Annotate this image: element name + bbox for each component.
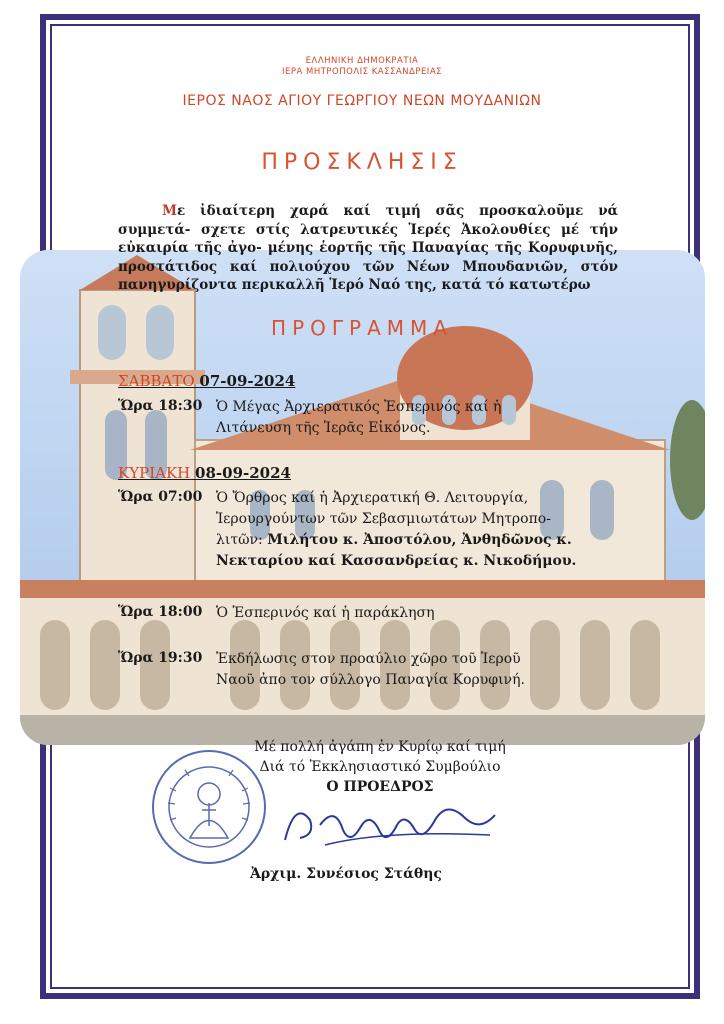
event-line <box>216 530 626 551</box>
president-title: Ο ΠΡΟΕΔΡΟΣ <box>326 779 434 795</box>
signature <box>265 790 505 860</box>
event-time: Ὥρα 07:00 <box>118 489 203 505</box>
event-line-bold: Νεκταρίου καί Κασσανδρείας κ. Νικοδήμου. <box>216 553 577 569</box>
day-heading-sunday <box>118 464 291 482</box>
event-description <box>216 397 626 439</box>
event-line: Ὁ Ὄρθρος καί ἡ Ἀρχιερατική Θ. Λειτουργία, <box>216 490 529 506</box>
event-description <box>216 649 626 691</box>
event-line: Ἐκδήλωσις στον προαύλιο χῶρο τοῦ Ἱεροῦ <box>216 651 521 667</box>
header-church: ΙΕΡΟΣ ΝΑΟΣ ΑΓΙΟΥ ΓΕΩΡΓΙΟΥ ΝΕΩΝ ΜΟΥΔΑΝΙΩΝ <box>182 93 542 109</box>
event-description <box>216 603 626 624</box>
event-line: Ὁ Μέγας Ἀρχιερατικός Ἑσπερινός καί ἡ <box>216 399 502 415</box>
event-line: Ναοῦ ἀπο τον σύλλογο Παναγία Κορυφινή. <box>216 672 525 688</box>
day-date: 07-09-2024 <box>199 372 296 390</box>
event-line <box>216 551 626 572</box>
event-line: Λιτάνευση τῆς Ἱερᾶς Εἰκόνος. <box>216 420 431 436</box>
intro-text: ε ἰδιαίτερη χαρά καί τιμή σᾶς προσκαλοῦμε νά συμμετά- σχετε στίς λατρευτικές Ἱερές Ἀκολουθίες μέ τήν εὐκαιρία τῆς ἀγο- μένης ἑορτῆς τῆς Παναγίας τῆς Κορυφινῆς, προστάτιδος καί πολιούχου τῶν Νέων Μπουδανιῶν, στόν πανηγυρίζοντα περικαλλῆ Ἱερό Ναό της, κατά τό κατωτέρω <box>118 203 618 293</box>
event-time: Ὥρα 18:30 <box>118 398 203 414</box>
day-name: ΚΥΡΙΑΚΗ <box>118 464 191 482</box>
event-line: Ἱερουργούντων τῶν Σεβασμιωτάτων Μητροπο- <box>216 511 551 527</box>
closing-line: Μέ πολλή ἀγάπη ἐν Κυρίῳ καί τιμή <box>254 739 506 755</box>
intro-drop-letter: Μ <box>162 203 177 219</box>
event-line-prefix: λιτῶν: <box>216 532 263 548</box>
event-time: Ὥρα 19:30 <box>118 650 203 666</box>
event-line: Ὁ Ἑσπερινός καί ἡ παράκληση <box>216 605 435 621</box>
event-description <box>216 488 626 572</box>
day-heading-saturday <box>118 372 295 390</box>
program-title: ΠΡΟΓΡΑΜΜΑ <box>271 316 453 340</box>
invitation-title: ΠΡΟΣΚΛΗΣΙΣ <box>261 150 463 175</box>
intro-paragraph <box>118 202 618 295</box>
day-name: ΣΑΒΒΑΤΟ <box>118 372 195 390</box>
header-metropolis: ΙΕΡΑ ΜΗΤΡΟΠΟΛΙΣ ΚΑΣΣΑΝΔΡΕΙΑΣ <box>281 67 443 77</box>
header-republic: ΕΛΛΗΝΙΚΗ ΔΗΜΟΚΡΑΤΙΑ <box>305 56 419 66</box>
closing-line: Διά τό Ἐκκλησιαστικό Συμβούλιο <box>259 759 501 775</box>
church-seal-stamp <box>150 748 268 866</box>
day-date: 08-09-2024 <box>195 464 291 482</box>
event-line-bold: Μιλήτου κ. Ἀποστόλου, Ἀνθηδῶνος κ. <box>267 532 572 548</box>
signer-name: Ἀρχιμ. Συνέσιος Στάθης <box>250 866 442 882</box>
event-time: Ὥρα 18:00 <box>118 604 203 620</box>
